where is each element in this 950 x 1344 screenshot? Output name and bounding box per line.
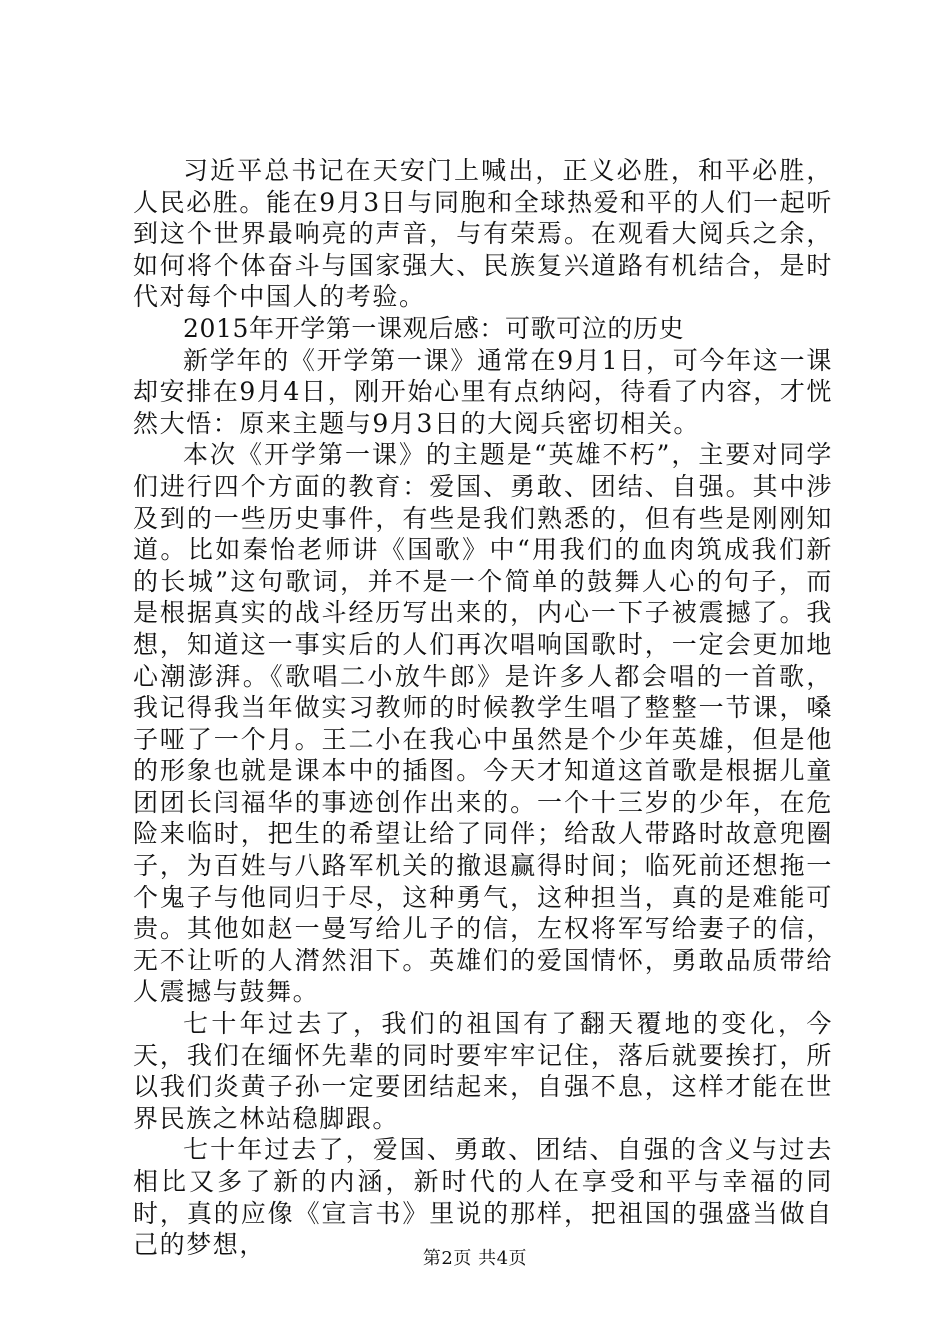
paragraph-heroes: 本次《开学第一课》的主题是“英雄不朽”，主要对同学们进行四个方面的教育：爱国、勇敢、团结、自强。其中涉及到的一些历史事件，有些是我们熟悉的，但有些是刚刚知道。比如秦怡老师讲《国歌》中“用我们的血肉筑成我们新的长城”这句歌词，并不是一个简单的鼓舞人心的句子，而是根据真实的战斗经历写出来的，内心一下子被震撼了。我想，知道这一事实后的人们再次唱响国歌时，一定会更加地心潮澎湃。《歌唱二小放牛郎》是许多人都会唱的一首歌，我记得我当年做实习教师的时候教学生唱了整整一节课，嗓子哑了一个月。王二小在我心中虽然是个少年英雄，但是他的形象也就是课本中的插图。今天才知道这首歌是根据儿童团团长闫福华的事迹创作出来的。一个十三岁的少年，在危险来临时，把生的希望让给了同伴；给敌人带路时故意兜圈子，为百姓与八路军机关的撤退赢得时间；临死前还想拖一个鬼子与他同归于尽，这种勇气，这种担当，真的是难能可贵。其他如赵一曼写给儿子的信，左权将军写给妻子的信，无不让听的人潸然泪下。英雄们的爱国情怀，勇敢品质带给人震撼与鼓舞。	[133, 440, 833, 1007]
paragraph-schedule: 新学年的《开学第一课》通常在9月1日，可今年这一课却安排在9月4日，刚开始心里有点纳闷，待看了内容，才恍然大悟：原来主题与9月3日的大阅兵密切相关。	[133, 345, 834, 438]
paragraph-seventy-years-2: 七十年过去了，爱国、勇敢、团结、自强的含义与过去相比又多了新的内涵，新时代的人在享受和平与幸福的同时，真的应像《宣言书》里说的那样，把祖国的强盛当做自己的梦想，	[133, 1135, 833, 1260]
document-body	[133, 155, 833, 1261]
paragraph-seventy-years-1: 七十年过去了，我们的祖国有了翻天覆地的变化，今天，我们在缅怀先辈的同时要牢牢记住，落后就要挨打，所以我们炎黄子孙一定要团结起来，自强不息，这样才能在世界民族之林站稳脚跟。	[133, 1009, 833, 1133]
page-number-footer: 第2页 共4页	[422, 1248, 528, 1269]
paragraph-intro: 习近平总书记在天安门上喊出，正义必胜，和平必胜，人民必胜。能在9月3日与同胞和全球热爱和平的人们一起听到这个世界最响亮的声音，与有荣焉。在观看大阅兵之余，如何将个体奋斗与国家强大、民族复兴道路有机结合，是时代对每个中国人的考验。	[133, 156, 834, 312]
article-title: 2015年开学第一课观后感：可歌可泣的历史	[183, 313, 685, 343]
